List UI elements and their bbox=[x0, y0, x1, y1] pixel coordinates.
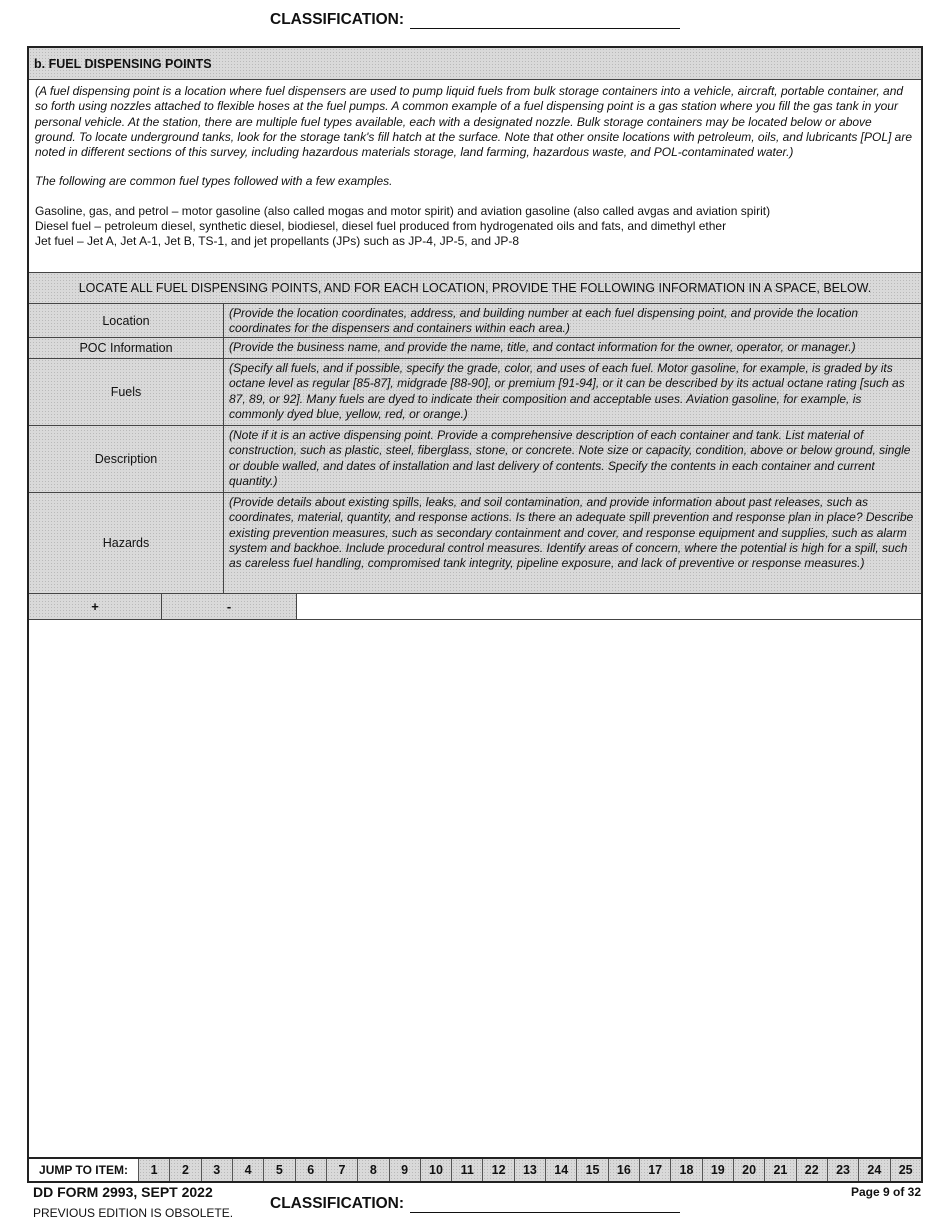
jump-item-15[interactable]: 15 bbox=[577, 1159, 608, 1181]
info-row-hazards bbox=[29, 493, 921, 594]
classification-top bbox=[270, 11, 680, 29]
info-row-description bbox=[29, 426, 921, 493]
info-label-fuels: Fuels bbox=[29, 359, 224, 425]
jump-label: JUMP TO ITEM: bbox=[29, 1159, 139, 1181]
info-label-hazards: Hazards bbox=[29, 493, 224, 593]
add-remove-bar bbox=[29, 594, 921, 620]
jump-item-11[interactable]: 11 bbox=[452, 1159, 483, 1181]
jump-item-19[interactable]: 19 bbox=[703, 1159, 734, 1181]
page-number: Page 9 of 32 bbox=[850, 1185, 921, 1199]
info-label-description: Description bbox=[29, 426, 224, 492]
info-desc-description: (Note if it is an active dispensing point. Provide a comprehensive description of each container and tank. List material of construction, such as plastic, steel, fiberglass, stone, or concrete. Note size or capacity, condition, above or below ground, single or double walled, and dates of installation and last delivery of contents. Specify the contents in each container and current quantity.) bbox=[229, 428, 911, 488]
classification-bottom bbox=[270, 1195, 680, 1213]
obsolete-note: PREVIOUS EDITION IS OBSOLETE. bbox=[33, 1206, 234, 1220]
classification-label: CLASSIFICATION: bbox=[270, 11, 405, 28]
form-id: DD FORM 2993, SEPT 2022 bbox=[33, 1184, 213, 1200]
jump-item-2[interactable]: 2 bbox=[170, 1159, 201, 1181]
jump-item-17[interactable]: 17 bbox=[640, 1159, 671, 1181]
jump-item-24[interactable]: 24 bbox=[859, 1159, 890, 1181]
jump-item-10[interactable]: 10 bbox=[421, 1159, 452, 1181]
fuel-type-gasoline: Gasoline, gas, and petrol – motor gasoline (also called mogas and motor spirit) and aviation gasoline (also called avgas and aviation spirit) bbox=[35, 203, 771, 218]
info-row-poc bbox=[29, 338, 921, 359]
classification-field-bottom[interactable] bbox=[410, 1197, 680, 1213]
jump-item-22[interactable]: 22 bbox=[797, 1159, 828, 1181]
jump-item-16[interactable]: 16 bbox=[609, 1159, 640, 1181]
jump-item-5[interactable]: 5 bbox=[264, 1159, 295, 1181]
fuel-types-intro: The following are common fuel types followed with a few examples. bbox=[35, 174, 393, 189]
info-row-fuels bbox=[29, 359, 921, 426]
jump-item-23[interactable]: 23 bbox=[828, 1159, 859, 1181]
instruction-banner: LOCATE ALL FUEL DISPENSING POINTS, AND FOR EACH LOCATION, PROVIDE THE FOLLOWING INFORMATION IN A SPACE, BELOW. bbox=[29, 273, 921, 304]
intro-paragraph: (A fuel dispensing point is a location where fuel dispensers are used to pump liquid fuels from bulk storage containers into a vehicle, aircraft, portable container, and so forth using nozzles attached to flexible hoses at the fuel pumps. A common example of a fuel dispensing point is a gas station where you fill the gas tank in your personal vehicle. At the station, there are multiple fuel types available, each with a designated nozzle. Bulk storage containers may be located below or above ground. To locate underground tanks, look for the storage tank's fill hatch at the surface. Note that other onsite locations with petroleum, oils, and lubricants [POL] are noted in different sections of this survey, including hazardous materials storage, land farming, hazardous waste, and POL-contaminated water.) bbox=[35, 84, 913, 160]
jump-item-4[interactable]: 4 bbox=[233, 1159, 264, 1181]
jump-item-14[interactable]: 14 bbox=[546, 1159, 577, 1181]
jump-item-9[interactable]: 9 bbox=[390, 1159, 421, 1181]
fuel-type-diesel: Diesel fuel – petroleum diesel, synthetic diesel, biodiesel, diesel fuel produced from hydrogenated oils and fats, and dimethyl ether bbox=[35, 219, 727, 234]
section-title: b. FUEL DISPENSING POINTS bbox=[29, 48, 921, 80]
info-row-location bbox=[29, 304, 921, 338]
entry-area[interactable] bbox=[29, 620, 921, 1155]
jump-item-7[interactable]: 7 bbox=[327, 1159, 358, 1181]
info-label-location: Location bbox=[29, 304, 224, 337]
info-desc-location: (Provide the location coordinates, address, and building number at each fuel dispensing point, and provide the location coordinates for the dispensers and containers within each area.) bbox=[229, 306, 859, 336]
jump-items bbox=[139, 1159, 921, 1181]
jump-item-12[interactable]: 12 bbox=[483, 1159, 514, 1181]
fuel-type-jet: Jet fuel – Jet A, Jet A-1, Jet B, TS-1, and jet propellants (JPs) such as JP-4, JP-5, and JP-8 bbox=[35, 234, 520, 249]
classification-field-top[interactable] bbox=[410, 13, 680, 29]
info-label-poc: POC Information bbox=[29, 338, 224, 358]
jump-to-item-bar bbox=[29, 1157, 921, 1181]
info-desc-hazards: (Provide details about existing spills, leaks, and soil contamination, and provide information about past releases, such as coordinates, material, quantity, and response actions. Is there an adequate spill prevention and response plan in place? Describe existing prevention measures, such as secondary containment and cover, and response equipment and supplies, such as alarm system and backhoe. Include procedural control measures. Identify areas of concern, where the potential is high for a spill, such as careless fuel handling, compromised tank integrity, pipeline exposure, and lack of preventive or response measures.) bbox=[229, 495, 914, 571]
jump-item-20[interactable]: 20 bbox=[734, 1159, 765, 1181]
form-frame bbox=[27, 46, 923, 1183]
jump-item-1[interactable]: 1 bbox=[139, 1159, 170, 1181]
info-desc-poc: (Provide the business name, and provide the name, title, and contact information for the owner, operator, or manager.) bbox=[229, 340, 856, 354]
jump-item-6[interactable]: 6 bbox=[296, 1159, 327, 1181]
jump-item-13[interactable]: 13 bbox=[515, 1159, 546, 1181]
jump-item-3[interactable]: 3 bbox=[202, 1159, 233, 1181]
info-desc-fuels: (Specify all fuels, and if possible, specify the grade, color, and uses of each fuel. Motor gasoline, for example, is graded by its octane level as regular [85-87], midgrade [88-90], or premium [91-94], or it can be described by its actual octane rating [such as 87, 89, or 92]. Many fuels are dyed to indicate their composition and acceptable uses. Aviation gasoline, for example, is commonly dyed blue, yellow, red, or orange.) bbox=[229, 361, 905, 421]
jump-item-8[interactable]: 8 bbox=[358, 1159, 389, 1181]
intro-block bbox=[29, 80, 921, 273]
jump-item-25[interactable]: 25 bbox=[891, 1159, 921, 1181]
add-entry-button[interactable]: + bbox=[29, 594, 162, 619]
jump-item-18[interactable]: 18 bbox=[671, 1159, 702, 1181]
remove-entry-button[interactable]: - bbox=[162, 594, 297, 619]
classification-label: CLASSIFICATION: bbox=[270, 1195, 405, 1212]
jump-item-21[interactable]: 21 bbox=[765, 1159, 796, 1181]
